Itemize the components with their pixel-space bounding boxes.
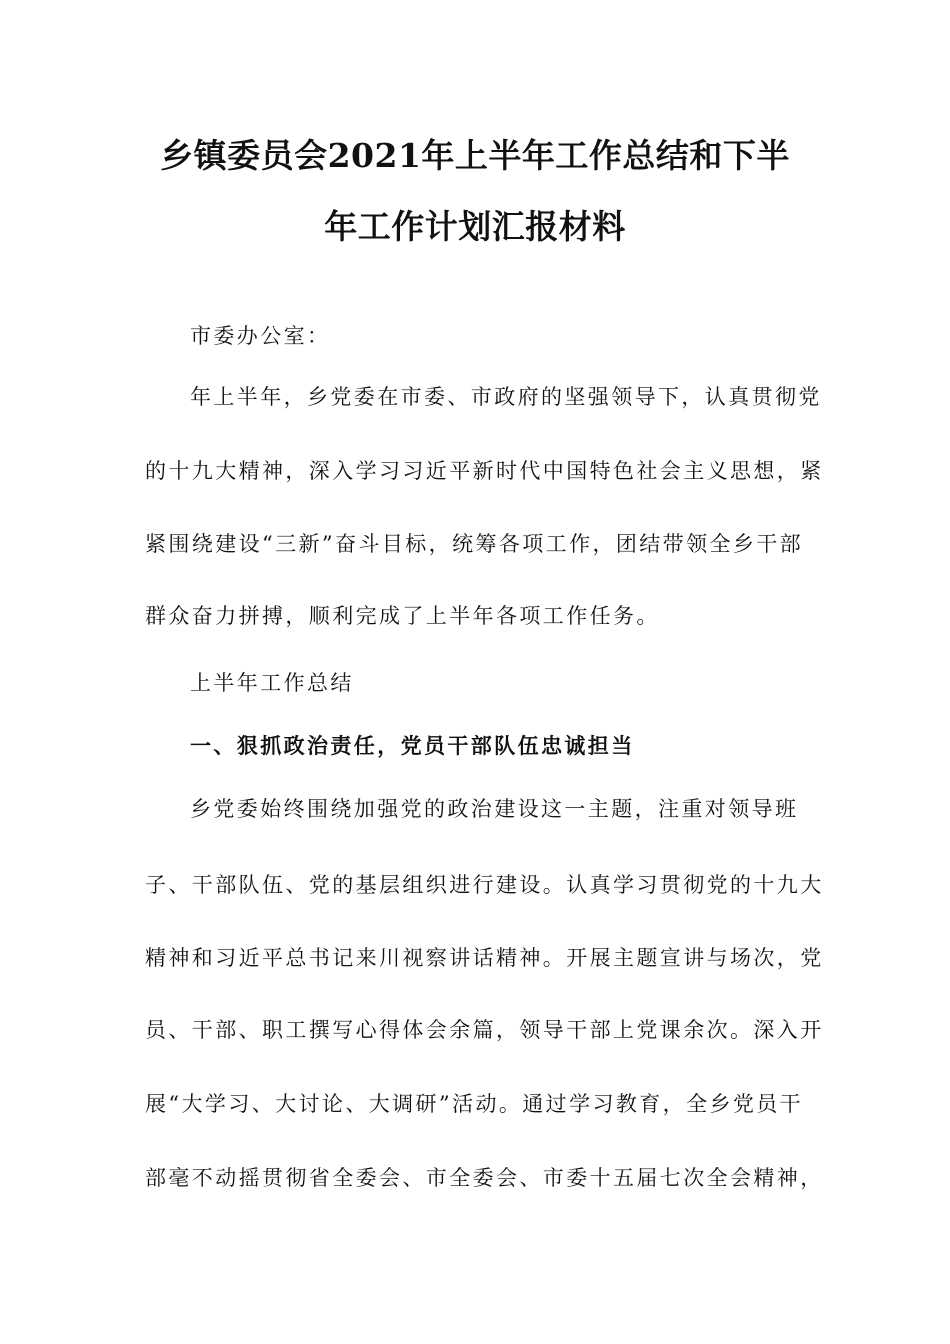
paragraph-2-line-4: 员、干部、职工撰写心得体会余篇，领导干部上党课余次。深入开 bbox=[145, 1018, 824, 1042]
paragraph-1-line-4: 群众奋力拼搏，顺利完成了上半年各项工作任务。 bbox=[145, 604, 660, 628]
section-label: 上半年工作总结 bbox=[190, 671, 354, 695]
paragraph-2-line-2: 子、干部队伍、党的基层组织进行建设。认真学习贯彻党的十九大 bbox=[145, 873, 824, 897]
salutation: 市委办公室： bbox=[190, 324, 331, 348]
paragraph-1-line-2: 的十九大精神，深入学习习近平新时代中国特色社会主义思想，紧 bbox=[145, 459, 824, 483]
paragraph-1-line-1: 年上半年，乡党委在市委、市政府的坚强领导下，认真贯彻党 bbox=[190, 385, 822, 409]
document-title-line-2: 年工作计划汇报材料 bbox=[324, 207, 626, 246]
paragraph-2-line-3: 精神和习近平总书记来川视察讲话精神。开展主题宣讲与场次，党 bbox=[145, 946, 824, 970]
paragraph-1-line-3: 紧围绕建设“三新”奋斗目标，统筹各项工作，团结带领全乡干部 bbox=[145, 532, 804, 556]
document-title-line-1: 乡镇委员会2021年上半年工作总结和下半 bbox=[160, 136, 790, 175]
paragraph-2-line-6: 部毫不动摇贯彻省全委会、市全委会、市委十五届七次全会精神， bbox=[145, 1166, 824, 1190]
paragraph-2-line-1: 乡党委始终围绕加强党的政治建设这一主题，注重对领导班 bbox=[190, 797, 799, 821]
paragraph-2-line-5: 展“大学习、大讨论、大调研”活动。通过学习教育，全乡党员干 bbox=[145, 1092, 804, 1116]
section-heading-1: 一、狠抓政治责任，党员干部队伍忠诚担当 bbox=[190, 733, 635, 758]
